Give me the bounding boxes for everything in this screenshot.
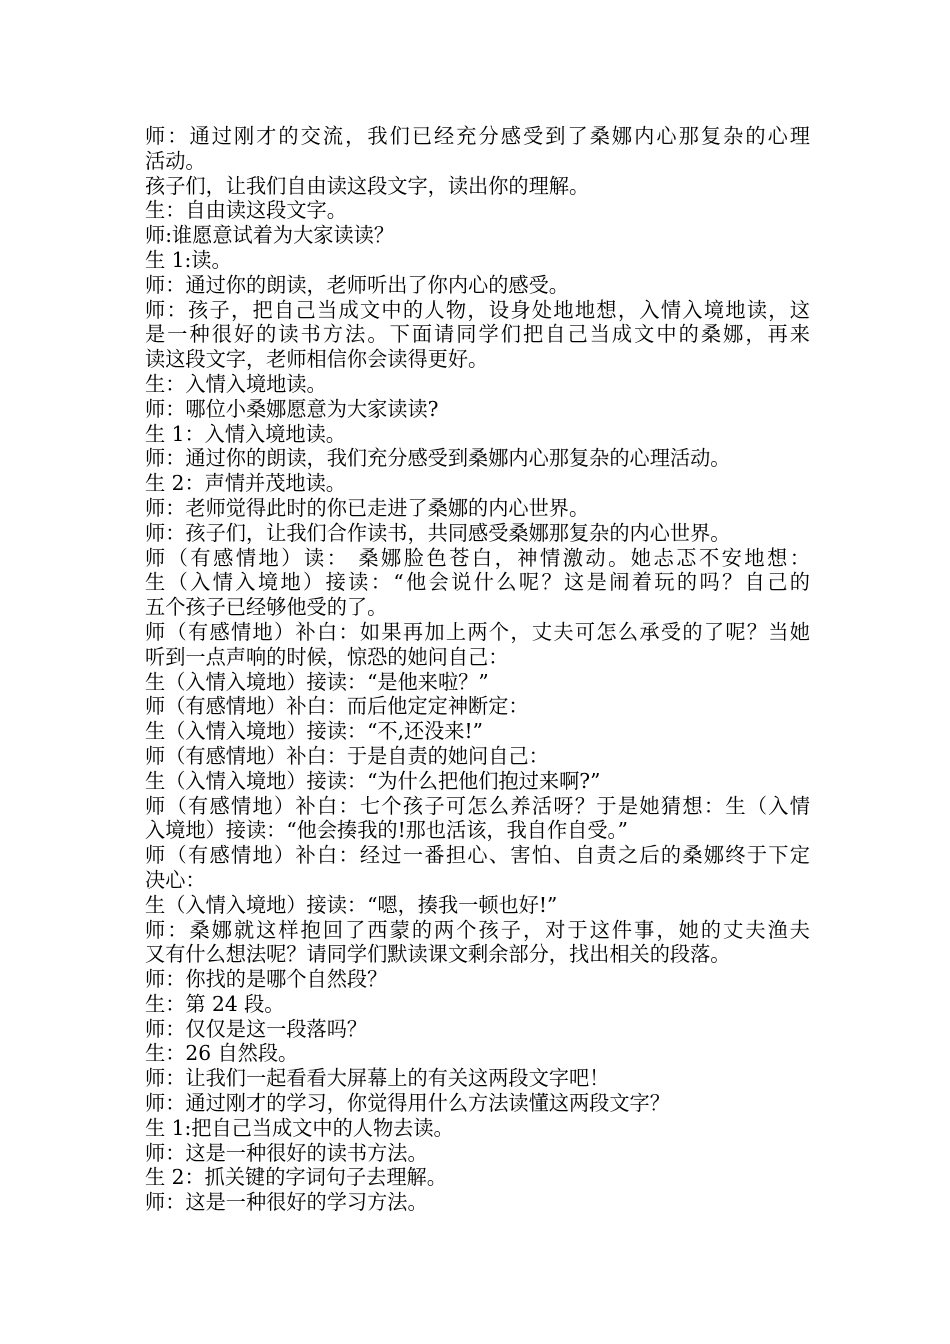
text-line: 师（有感情地）补白：经过一番担心、害怕、自责之后的桑娜终于下定	[145, 843, 810, 868]
text-line: 生：第 24 段。	[145, 991, 285, 1016]
text-line: 生（入情入境地）接读：“为什么把他们抱过来啊?”	[145, 768, 601, 793]
text-line: 师（有感情地）补白：如果再加上两个，丈夫可怎么承受的了呢？当她	[145, 619, 810, 644]
text-line: 师：通过刚才的交流，我们已经充分感受到了桑娜内心那复杂的心理	[145, 124, 810, 148]
text-line: 师：哪位小桑娜愿意为大家读读?	[145, 396, 439, 421]
text-line: 师：孩子们，让我们合作读书，共同感受桑娜那复杂的内心世界。	[145, 520, 731, 545]
text-line: 师:谁愿意试着为大家读读？	[145, 223, 395, 248]
text-line: 师：老师觉得此时的你已走进了桑娜的内心世界。	[145, 495, 590, 520]
text-line: 入境地）接读：“他会揍我的!那也活该，我自作自受。”	[145, 818, 628, 843]
text-line: 师：让我们一起看看大屏幕上的有关这两段文字吧！	[145, 1066, 610, 1091]
document-body	[145, 124, 810, 1215]
text-line: 生 1：入情入境地读。	[145, 421, 346, 446]
text-line: 生：26 自然段。	[145, 1041, 299, 1066]
text-line: 师：仅仅是这一段落吗？	[145, 1016, 368, 1041]
text-line: 生（入情入境地）接读：“是他来啦？”	[145, 669, 489, 694]
text-line: 听到一点声响的时候，惊恐的她问自己：	[145, 644, 509, 669]
text-line: 师：这是一种很好的读书方法。	[145, 1140, 428, 1165]
text-line: 师：通过刚才的学习，你觉得用什么方法读懂这两段文字？	[145, 1091, 670, 1116]
text-line: 活动。	[145, 148, 206, 173]
text-line: 师（有感情地）补白：于是自责的她问自己：	[145, 743, 549, 768]
text-line: 生 2：声情并茂地读。	[145, 471, 346, 496]
text-line: 孩子们，让我们自由读这段文字，读出你的理解。	[145, 173, 590, 198]
text-line: 师（有感情地）补白：而后他定定神断定：	[145, 694, 529, 719]
text-line: 是一种很好的读书方法。下面请同学们把自己当成文中的桑娜，再来	[145, 322, 810, 347]
text-line: 生 2：抓关键的字词句子去理解。	[145, 1165, 447, 1190]
text-line: 生（入情入境地）接读：“他会说什么呢？这是闹着玩的吗？自己的	[145, 570, 810, 595]
text-line: 生 1:读。	[145, 247, 232, 272]
text-line: 又有什么想法呢？请同学们默读课文剩余部分，找出相关的段落。	[145, 942, 731, 967]
text-line: 生（入情入境地）接读：“不,还没来!”	[145, 719, 483, 744]
text-line: 读这段文字，老师相信你会读得更好。	[145, 347, 489, 372]
text-line: 五个孩子已经够他受的了。	[145, 595, 388, 620]
text-line: 生：自由读这段文字。	[145, 198, 347, 223]
text-line: 师：孩子，把自己当成文中的人物，设身处地地想，入情入境地读，这	[145, 297, 810, 322]
text-line: 生：入情入境地读。	[145, 371, 327, 396]
text-line: 生 1:把自己当成文中的人物去读。	[145, 1115, 454, 1140]
text-line: 师：你找的是哪个自然段？	[145, 967, 388, 992]
text-line: 决心：	[145, 867, 206, 892]
text-line: 师：通过你的朗读，我们充分感受到桑娜内心那复杂的心理活动。	[145, 446, 731, 471]
text-line: 师：通过你的朗读，老师听出了你内心的感受。	[145, 272, 569, 297]
text-line: 师（有感情地）读： 桑娜脸色苍白，神情激动。她忐忑不安地想：	[145, 545, 810, 570]
text-line: 师：这是一种很好的学习方法。	[145, 1190, 428, 1215]
text-line: 师（有感情地）补白：七个孩子可怎么养活呀？于是她猜想：生（入情	[145, 793, 810, 818]
text-line: 生（入情入境地）接读：“嗯，揍我一顿也好!”	[145, 892, 558, 917]
text-line: 师：桑娜就这样抱回了西蒙的两个孩子，对于这件事，她的丈夫渔夫	[145, 917, 810, 942]
